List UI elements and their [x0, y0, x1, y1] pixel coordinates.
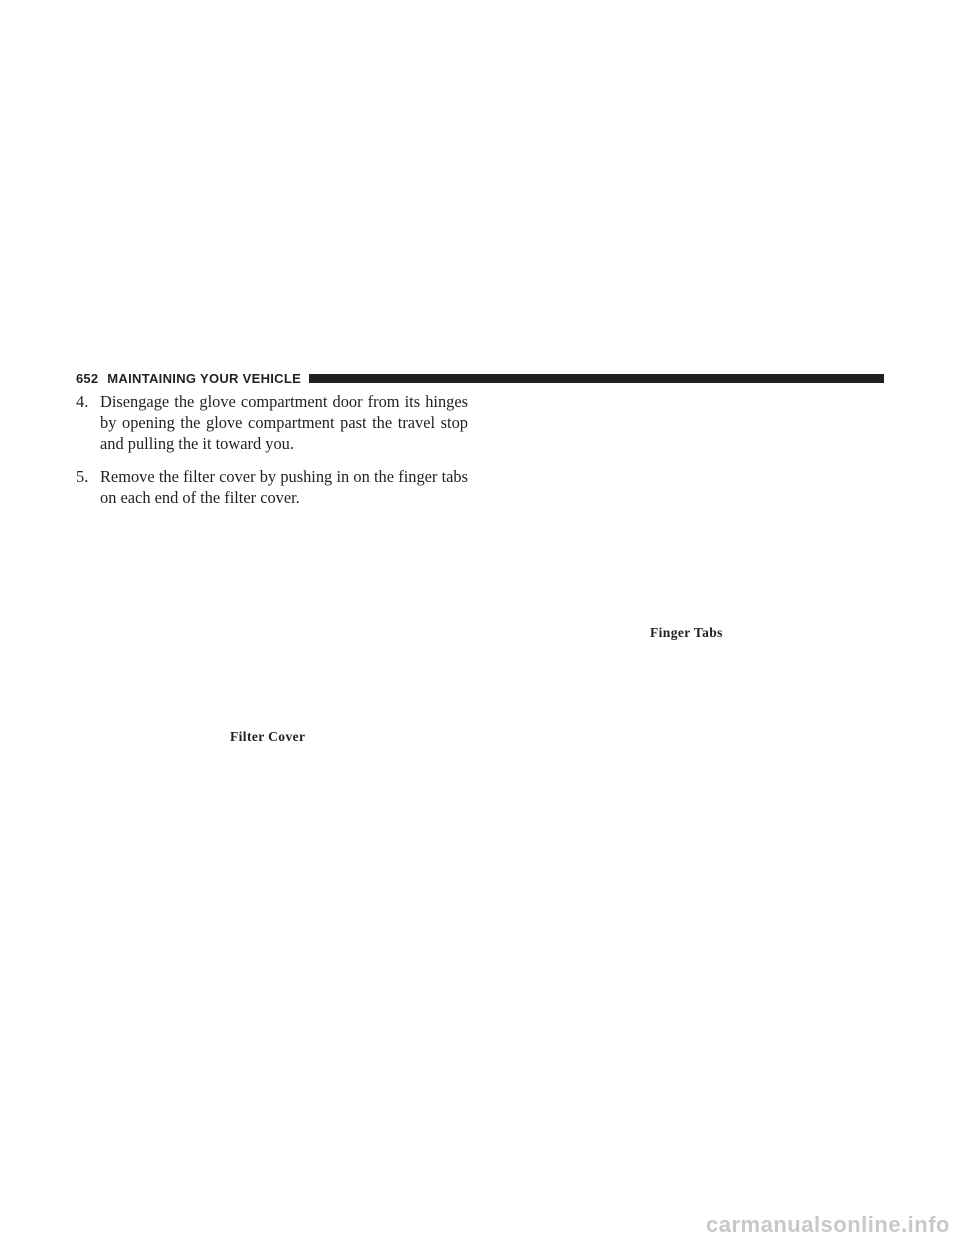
page-header [76, 369, 884, 387]
section-title: MAINTAINING YOUR VEHICLE [107, 370, 302, 386]
watermark: carmanualsonline.info [706, 1212, 950, 1237]
step-text: Remove the filter cover by pushing in on the finger tabs on each end of the filter cover. [100, 467, 468, 507]
step-4 [76, 391, 468, 454]
header-rule [309, 374, 884, 383]
step-number: 5. [76, 467, 89, 486]
page-number: 652 [76, 370, 99, 386]
instruction-steps [76, 391, 468, 520]
figure-label-finger-tabs: Finger Tabs [650, 625, 723, 640]
step-number: 4. [76, 392, 89, 411]
step-5 [76, 466, 468, 508]
step-text: Disengage the glove compartment door from its hinges by opening the glove compartment past the travel stop and pulling the it toward you. [100, 392, 468, 453]
figure-label-filter-cover: Filter Cover [230, 729, 306, 744]
